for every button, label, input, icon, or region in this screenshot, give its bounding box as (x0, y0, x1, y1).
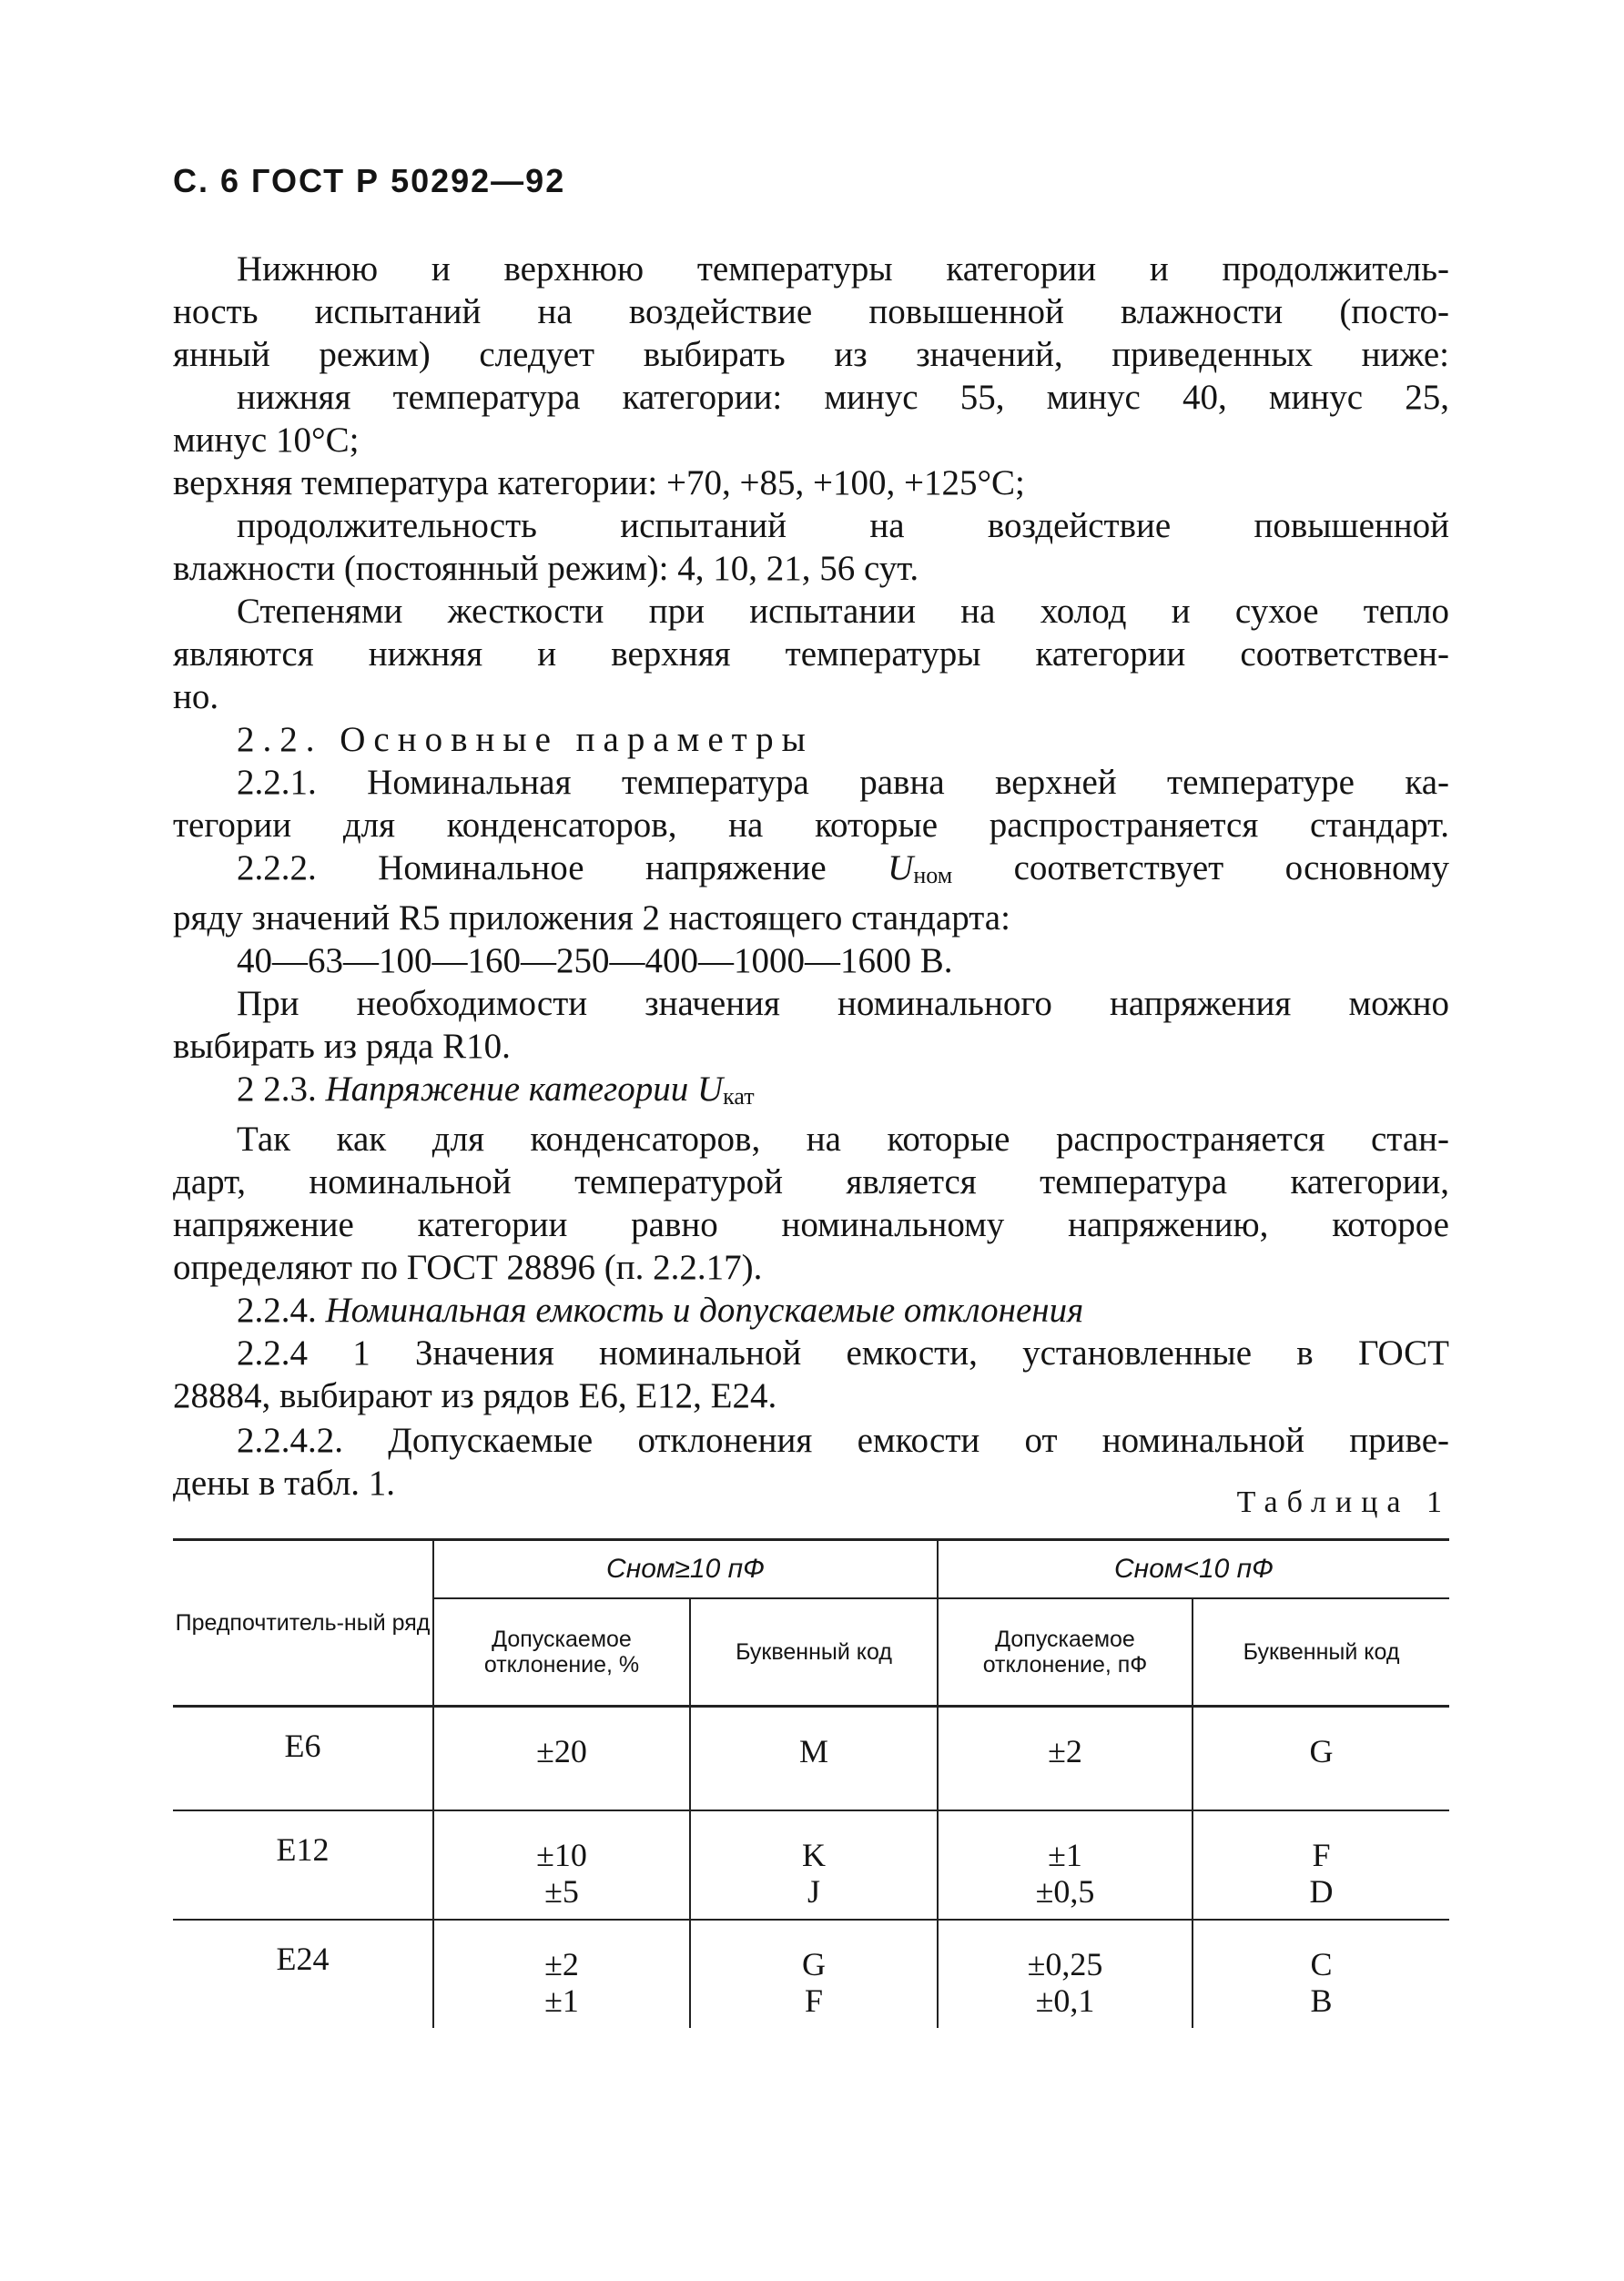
section-2-2-4-2-l2: дены в табл. 1. (173, 1464, 396, 1503)
series-cell: Е24 (173, 1920, 433, 2028)
tolerance-value: ±2 (544, 1946, 579, 1982)
section-2-2-3-heading (173, 1068, 1449, 1118)
column-header-tolerance-pf: Допускаемое отклонение, пФ (938, 1598, 1193, 1707)
letter-code-cell (690, 1707, 938, 1811)
tolerance-value: ±5 (544, 1873, 579, 1910)
table-caption: Таблица 1 (1236, 1485, 1451, 1519)
table-row (173, 1707, 1449, 1811)
letter-code-value: B (1310, 1982, 1333, 2019)
letter-code-value: J (807, 1873, 821, 1910)
column-header-letter-code-1: Буквенный код (690, 1598, 938, 1707)
tolerance-percent-cell (433, 1810, 690, 1920)
tolerance-value: ±1 (1048, 1837, 1082, 1873)
upper-temperature: верхняя температура категории: +70, +85, +100, +125°С; (173, 463, 1025, 502)
column-header-series: Предпочтитель-ный ряд (173, 1540, 433, 1707)
letter-code-cell (1193, 1920, 1449, 2028)
group-header-ge10: Сном≥10 пФ (433, 1540, 938, 1599)
letter-code-cell (1193, 1810, 1449, 1920)
section-2-2-4-2-l1: 2.2.4.2. Допускаемые отклонения емкости от номинальной приве- (237, 1421, 1449, 1460)
letter-code-cell (1193, 1707, 1449, 1811)
tolerance-value: ±2 (1048, 1733, 1082, 1769)
severity-l1: Степенями жесткости при испытании на холод и сухое тепло (237, 592, 1449, 631)
u-nom-symbol: U (888, 848, 914, 887)
section-2-2-4-number: 2.2.4. (237, 1291, 317, 1330)
tolerance-percent-cell (433, 1920, 690, 2028)
u-nom-subscript: ном (913, 862, 953, 888)
section-2-2-3-number: 2 2.3. (237, 1070, 317, 1109)
table-row (173, 1810, 1449, 1920)
tolerance-value: ±0,1 (1035, 1982, 1095, 2019)
table-row (173, 1920, 1449, 2028)
r10-note-l2: выбирать из ряда R10. (173, 1027, 511, 1066)
section-2-2-4-1-l1: 2.2.4 1 Значения номинальной емкости, установленные в ГОСТ (237, 1333, 1449, 1373)
severity-l3: но. (173, 677, 219, 716)
section-2-2-4-title: Номинальная емкость и допускаемые отклонения (325, 1291, 1084, 1330)
letter-code-value: М (799, 1733, 829, 1769)
section-2-2-3-body-l1: Так как для конденсаторов, на которые распространяется стан- (237, 1120, 1449, 1159)
section-2-2-4-heading (173, 1289, 1449, 1332)
section-2-2-4-1-l2: 28884, выбирают из рядов Е6, Е12, Е24. (173, 1376, 777, 1415)
paragraph-temperatures-intro-l1: Нижнюю и верхнюю температуры категории и продолжитель- (237, 249, 1449, 289)
tolerance-percent-cell (433, 1707, 690, 1811)
letter-code-value: C (1310, 1946, 1333, 1982)
humidity-duration-l1: продолжительность испытаний на воздействие повышенной (237, 506, 1449, 545)
lower-temperature-l2: минус 10°С; (173, 421, 360, 460)
voltage-series: 40—63—100—160—250—400—1000—1600 В. (237, 941, 953, 980)
letter-code-cell (690, 1920, 938, 2028)
letter-code-value: F (1312, 1837, 1331, 1873)
document-body (173, 248, 1449, 1505)
section-2-2-heading: 2.2. Основные параметры (237, 720, 814, 759)
section-2-2-2-l1 (173, 847, 1449, 897)
tolerance-value: ±0,5 (1035, 1873, 1095, 1910)
series-cell: Е6 (284, 1728, 321, 1764)
tolerance-pf-cell (938, 1920, 1193, 2028)
section-2-2-2-text-b: соответствует основному (1013, 848, 1449, 887)
tolerance-pf-cell (938, 1707, 1193, 1811)
lower-temperature-l1: нижняя температура категории: минус 55, минус 40, минус 25, (237, 378, 1449, 417)
letter-code-value: D (1309, 1873, 1334, 1910)
series-cell: Е12 (173, 1810, 433, 1920)
column-header-tolerance-percent: Допускаемое отклонение, % (433, 1598, 690, 1707)
section-2-2-3-title: Напряжение категории (325, 1070, 689, 1109)
letter-code-value: G (802, 1946, 826, 1982)
humidity-duration-l2: влажности (постоянный режим): 4, 10, 21, 56 сут. (173, 549, 919, 588)
u-kat-subscript: кат (723, 1083, 755, 1110)
tolerance-value: ±10 (536, 1837, 587, 1873)
column-header-letter-code-2: Буквенный код (1193, 1598, 1449, 1707)
severity-l2: являются нижняя и верхняя температуры категории соответствен- (173, 634, 1449, 674)
letter-code-value: F (804, 1982, 824, 2019)
paragraph-temperatures-intro-l2: ность испытаний на воздействие повышенной влажности (посто- (173, 292, 1449, 331)
tolerance-pf-cell (938, 1810, 1193, 1920)
paragraph-temperatures-intro-l3: янный режим) следует выбирать из значений, приведенных ниже: (173, 335, 1449, 374)
u-kat-symbol: U (696, 1070, 724, 1109)
section-2-2-3-body-l2: дарт, номинальной температурой является температура категории, (173, 1162, 1449, 1201)
section-2-2-3-body-l4: определяют по ГОСТ 28896 (п. 2.2.17). (173, 1248, 763, 1287)
page-header: С. 6 ГОСТ Р 50292—92 (173, 162, 566, 199)
section-2-2-1-l2: тегории для конденсаторов, на которые распространяется стандарт. (173, 806, 1449, 845)
tolerance-value: ±20 (536, 1733, 587, 1769)
section-2-2-1-l1: 2.2.1. Номинальная температура равна верхней температуре ка- (237, 763, 1449, 802)
letter-code-value: G (1309, 1733, 1334, 1769)
letter-code-cell (690, 1810, 938, 1920)
letter-code-value: K (802, 1837, 826, 1873)
section-2-2-3-body-l3: напряжение категории равно номинальному напряжению, которое (173, 1205, 1449, 1244)
section-2-2-2-l2: ряду значений R5 приложения 2 настоящего стандарта: (173, 898, 1010, 938)
section-2-2-2-text-a: 2.2.2. Номинальное напряжение (237, 848, 827, 887)
r10-note-l1: При необходимости значения номинального напряжения можно (237, 984, 1449, 1023)
tolerance-table (173, 1538, 1449, 2028)
group-header-lt10: Сном<10 пФ (938, 1540, 1449, 1599)
tolerance-value: ±1 (544, 1982, 579, 2019)
tolerance-value: ±0,25 (1027, 1946, 1103, 1982)
